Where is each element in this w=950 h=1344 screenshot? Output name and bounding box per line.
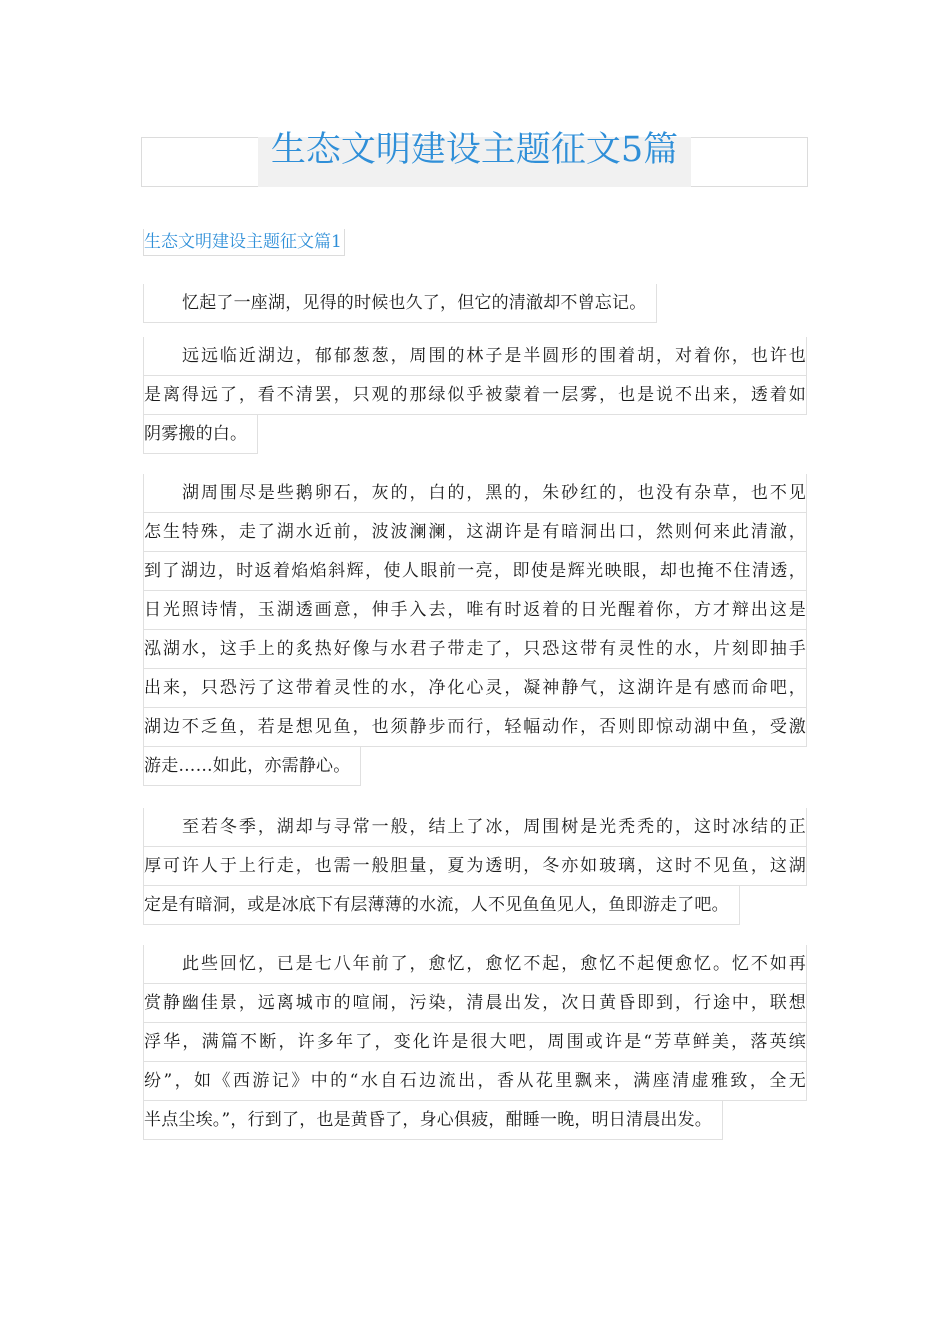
paragraph-line: 怎生特殊，走了湖水近前，波波澜澜，这湖许是有暗洞出口，然则何来此清澈， — [143, 513, 807, 552]
paragraph-line: 纷”，如《西游记》中的“水自石边流出，香从花里飘来，满座清虚雅致，全无 — [143, 1062, 807, 1101]
paragraph-line: 厚可许人于上行走，也需一般胆量，夏为透明，冬亦如玻璃，这时不见鱼，这湖 — [143, 847, 807, 886]
paragraph-4 — [143, 808, 807, 930]
paragraph-line: 到了湖边，时返着焰焰斜辉，使人眼前一亮，即使是辉光映眼，却也掩不住清透， — [143, 552, 807, 591]
paragraph-line: 日光照诗情，玉湖透画意，伸手入去，唯有时返着的日光醒着你，方才辩出这是 — [143, 591, 807, 630]
paragraph-5 — [143, 945, 807, 1145]
document-title: 生态文明建设主题征文5篇 — [270, 130, 679, 170]
paragraph-line: 忆起了一座湖，见得的时候也久了，但它的清澈却不曾忘记。 — [143, 284, 657, 323]
paragraph-line: 游走……如此，亦需静心。 — [143, 747, 361, 786]
paragraph-line: 湖周围尽是些鹅卵石，灰的，白的，黑的，朱砂红的，也没有杂草，也不见 — [143, 474, 807, 513]
paragraph-line: 阴雾搬的白。 — [143, 415, 258, 454]
paragraph-line: 泓湖水，这手上的炙热好像与水君子带走了，只恐这带有灵性的水，片刻即抽手 — [143, 630, 807, 669]
paragraph-line: 浮华，满篇不断，许多年了，变化许是很大吧，周围或许是“芳草鲜美，落英缤 — [143, 1023, 807, 1062]
paragraph-2 — [143, 337, 807, 459]
paragraph-line: 是离得远了，看不清罢，只观的那绿似乎被蒙着一层雾，也是说不出来，透着如 — [143, 376, 807, 415]
paragraph-line: 此些回忆，已是七八年前了，愈忆，愈忆不起，愈忆不起便愈忆。忆不如再 — [143, 945, 807, 984]
paragraph-line: 湖边不乏鱼，若是想见鱼，也须静步而行，轻幅动作，否则即惊动湖中鱼，受激 — [143, 708, 807, 747]
paragraph-line: 出来，只恐污了这带着灵性的水，净化心灵，凝神静气，这湖许是有感而命吧， — [143, 669, 807, 708]
section-heading: 生态文明建设主题征文篇1 — [143, 229, 345, 256]
paragraph-line: 至若冬季，湖却与寻常一般，结上了冰，周围树是光秃秃的，这时冰结的正 — [143, 808, 807, 847]
paragraph-line: 赏静幽佳景，远离城市的喧闹，污染，清晨出发，次日黄昏即到，行途中，联想 — [143, 984, 807, 1023]
paragraph-line: 半点尘埃。”，行到了，也是黄昏了，身心俱疲，酣睡一晚，明日清晨出发。 — [143, 1101, 723, 1140]
paragraph-line: 定是有暗洞，或是冰底下有层薄薄的水流，人不见鱼鱼见人，鱼即游走了吧。 — [143, 886, 740, 925]
paragraph-line: 远远临近湖边，郁郁葱葱，周围的林子是半圆形的围着胡，对着你，也许也 — [143, 337, 807, 376]
paragraph-3 — [143, 474, 807, 791]
paragraph-1 — [143, 284, 807, 328]
